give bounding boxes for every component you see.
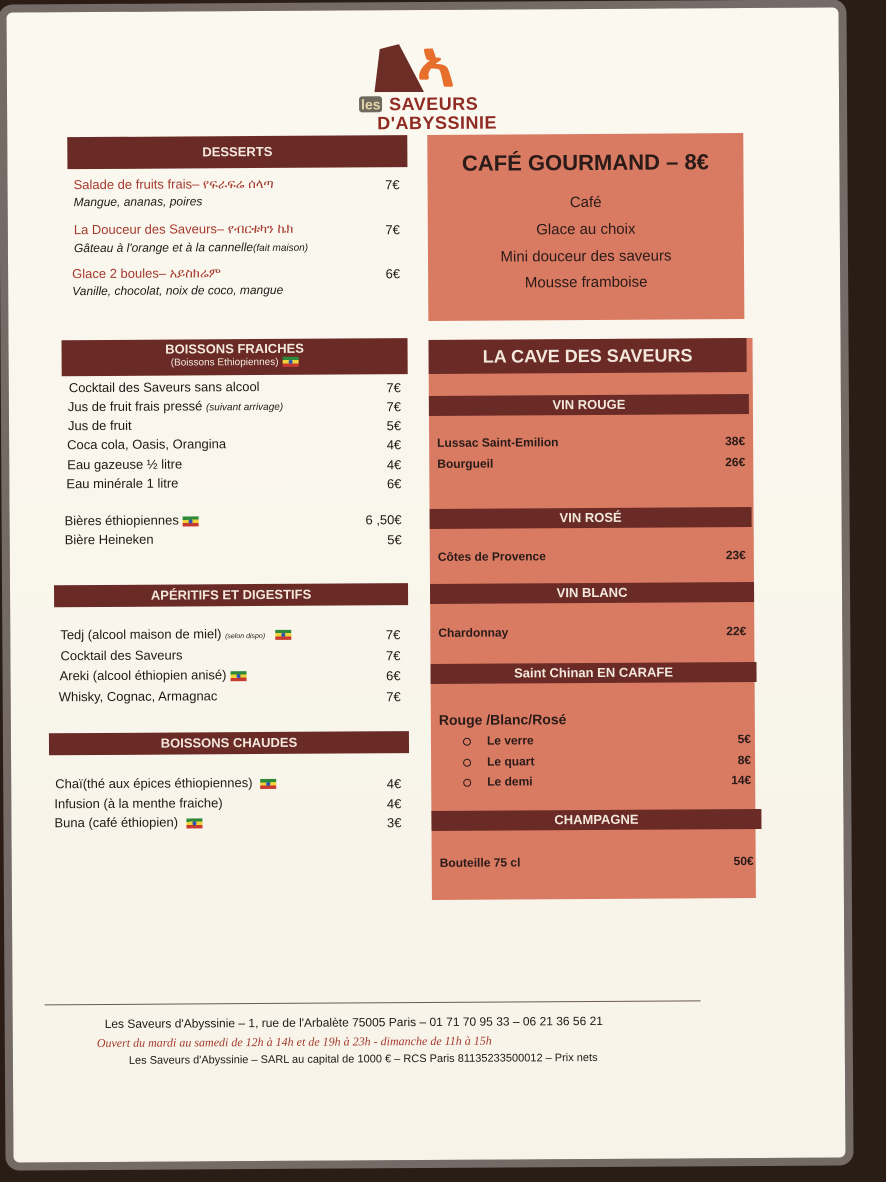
cafe-gourmand-title: CAFÉ GOURMAND – 8€ [461,149,709,176]
footer-divider [45,1000,701,1005]
bf-item-6-price: 6€ [386,476,402,492]
vin-rose-header: VIN ROSÉ [430,507,752,529]
vin-blanc-header: VIN BLANC [430,582,754,604]
logo-prefix: les [361,96,381,113]
dessert-item-3-desc: Vanille, chocolat, noix de coco, mangue [72,282,284,299]
ethiopian-flag-icon [283,357,299,367]
beer-item-1-name: Bières éthiopiennes [64,512,179,529]
boissons-fraiches-title: BOISSONS FRAICHES [165,340,304,357]
bf-item-2-note: (suivant arrivage) [205,401,284,414]
bf-item-1-name: Cocktail des Saveurs sans alcool [68,379,260,396]
bullet-icon [463,759,471,767]
boissons-fraiches-sub [62,356,408,370]
bc-item-1-row [55,775,276,791]
beer-item-1-row [65,512,199,528]
apero-item-1-note: (selon dispo) [225,632,266,641]
beer-item-1-price: 6 ,50€ [365,512,402,528]
ethiopian-flag-icon [183,516,199,526]
dessert-item-2-desc-row [74,239,308,255]
carafe-item-2-price: 8€ [737,753,752,768]
aperitifs-header: APÉRITIFS ET DIGESTIFS [54,583,408,607]
dessert-item-3-name: Glace 2 boules– አይስክሬም [72,265,221,282]
bc-item-2-price: 4€ [386,796,402,812]
ethiopian-flag-icon [186,818,202,828]
bf-item-6-name: Eau minérale 1 litre [66,475,179,492]
ethiopian-flag-icon [275,629,291,639]
boissons-chaudes-header: BOISSONS CHAUDES [49,731,409,755]
bc-item-3-price: 3€ [386,815,402,831]
apero-item-2-name: Cocktail des Saveurs [60,647,183,664]
bc-item-3-row [54,814,202,830]
cafe-gourmand-item-4: Mousse framboise [524,273,648,292]
vin-rouge-item-1-price: 38€ [725,434,746,449]
bc-item-1-name: Chaï(thé aux épices éthiopiennes) [55,775,253,792]
vin-rouge-item-2-price: 26€ [725,455,746,470]
cafe-gourmand-item-3: Mini douceur des saveurs [500,247,672,266]
dessert-item-2-note: (fait maison) [253,242,309,255]
carafe-item-1-row [463,733,534,747]
bf-item-3-price: 5€ [386,418,402,434]
vin-rouge-item-1-name: Lussac Saint-Emilion [437,435,559,450]
bf-item-2-price: 7€ [386,399,401,415]
dessert-item-2-price: 7€ [385,222,400,238]
carafe-item-1-name: Le verre [486,733,534,748]
carafe-header: Saint Chinan EN CARAFE [430,662,756,684]
apero-item-1-row [60,626,291,642]
carafe-item-2-name: Le quart [487,754,535,769]
mountain-icon [369,44,424,92]
bf-item-5-price: 4€ [386,457,402,473]
ethiopian-flag-icon [260,778,276,788]
beer-item-2-name: Bière Heineken [64,531,154,548]
cafe-gourmand-item-2: Glace au choix [536,220,636,239]
apero-item-2-price: 7€ [385,648,401,664]
bf-item-1-price: 7€ [386,380,401,396]
bc-item-2-name: Infusion (à la menthe fraiche) [54,795,223,812]
carafe-item-3-row [463,774,532,788]
desserts-header: DESSERTS [67,135,407,169]
carafe-sub: Rouge /Blanc/Rosé [438,711,567,728]
beer-item-2-price: 5€ [387,532,402,548]
champagne-item-1-name: Bouteille 75 cl [439,855,521,870]
dessert-item-1-desc: Mangue, ananas, poires [73,194,203,210]
bc-item-1-price: 4€ [386,776,402,792]
cave-title: LA CAVE DES SAVEURS [429,338,747,374]
bf-item-4-price: 4€ [386,437,402,453]
footer-legal: Les Saveurs d'Abyssinie – SARL au capital de 1000 € – RCS Paris 81135233500012 – Prix nets [128,1051,598,1067]
apero-item-3-price: 6€ [386,668,401,684]
bf-item-3-name: Jus de fruit [67,417,132,434]
vin-rouge-item-2-name: Bourgueil [437,456,494,471]
champagne-header: CHAMPAGNE [431,809,761,831]
bf-item-5-name: Eau gazeuse ½ litre [67,456,183,473]
footer-address: Les Saveurs d'Abyssinie – 1, rue de l'Arbalète 75005 Paris – 01 71 70 95 33 – 06 21 36 56 21 [104,1013,603,1031]
vin-rouge-header: VIN ROUGE [429,394,749,416]
bc-item-3-name: Buna (café éthiopien) [54,814,179,831]
logo-line1: SAVEURS [389,93,479,115]
dessert-item-3-price: 6€ [385,266,401,282]
cafe-gourmand-panel [427,133,744,321]
vin-blanc-item-1-price: 22€ [726,624,747,639]
bf-item-2-row [68,398,283,414]
dessert-item-1-price: 7€ [385,177,400,193]
bullet-icon [463,738,471,746]
footer-hours: Ouvert du mardi au samedi de 12h à 14h et de 19h à 23h - dimanche de 11h à 15h [96,1033,492,1051]
champagne-item-1-price: 50€ [733,854,754,869]
vin-rose-item-1-name: Côtes de Provence [437,549,546,564]
logo-glyph: ኣ [416,27,455,103]
boissons-fraiches-header [61,338,407,376]
dessert-item-2-desc: Gâteau à l'orange et à la cannelle [73,240,254,256]
dessert-item-1-name: Salade de fruits frais– የፍራፍሬ ሰላጣ [73,175,274,193]
logo-line2: D'ABYSSINIE [377,112,498,134]
carafe-item-2-row [463,754,534,768]
bullet-icon [463,779,471,787]
dessert-item-2-name: La Douceur des Saveurs– የብርቱካን ኬክ [73,220,294,238]
boissons-fraiches-sub-text: (Boissons Ethiopiennes) [170,356,279,369]
cafe-gourmand-item-1: Café [569,193,602,212]
carafe-item-1-price: 5€ [737,732,751,747]
apero-item-1-name: Tedj (alcool maison de miel) [60,626,222,643]
vin-rose-item-1-price: 23€ [725,548,746,563]
apero-item-3-row [60,667,247,683]
apero-item-3-name: Areki (alcool éthiopien anisé) [59,667,227,684]
apero-item-1-price: 7€ [385,627,401,643]
apero-item-4-name: Whisky, Cognac, Armagnac [58,688,218,705]
apero-item-4-price: 7€ [386,689,401,705]
carafe-item-3-name: Le demi [487,774,533,789]
bf-item-4-name: Coca cola, Oasis, Orangina [67,436,227,453]
restaurant-logo [359,27,498,139]
ethiopian-flag-icon [230,671,246,681]
carafe-item-3-price: 14€ [731,773,752,788]
bf-item-2-name: Jus de fruit frais pressé [67,398,203,415]
vin-blanc-item-1-name: Chardonnay [438,625,509,640]
menu-sheet [6,7,845,1162]
